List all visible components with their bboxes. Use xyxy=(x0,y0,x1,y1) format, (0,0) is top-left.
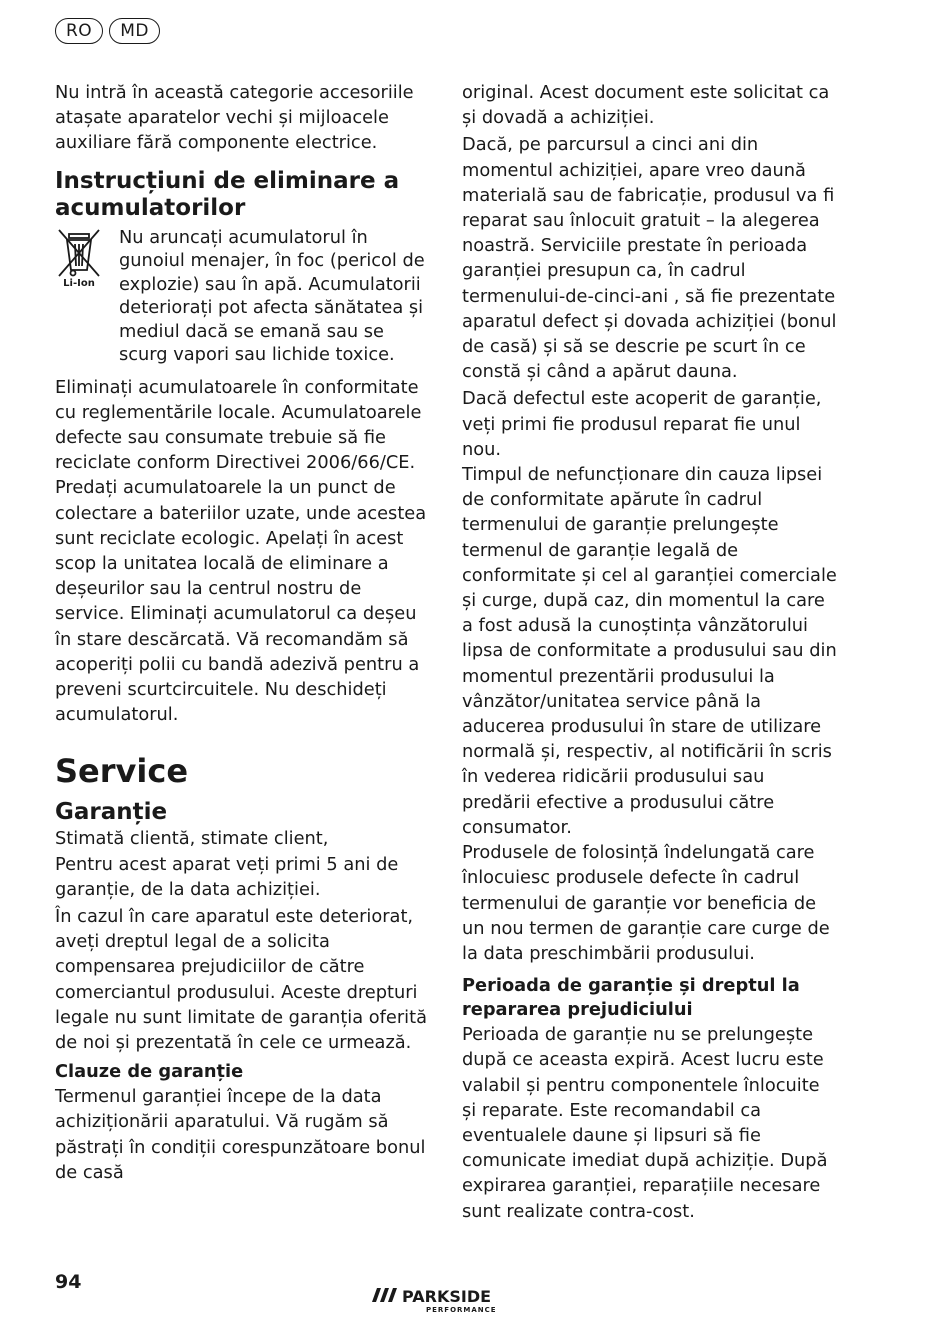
repair-heading-line2: repararea prejudiciului xyxy=(462,999,693,1021)
right-paragraph-5: Produsele de folosință îndelungată care înlocuiesc produsele defecte în cadrul termenului de garanție vor beneficia de un nou termen de garanție care curge de la data preschimbării produsului. xyxy=(462,842,830,964)
left-column xyxy=(55,80,430,1185)
brand-subtitle: PERFORMANCE xyxy=(426,1306,497,1314)
crossed-bin-icon xyxy=(55,226,107,367)
right-paragraph-1: original. Acest document este solicitat ca și dovadă a achiziției. xyxy=(462,82,830,129)
weee-notice xyxy=(55,226,430,367)
li-ion-label: Li-Ion xyxy=(63,277,95,288)
right-paragraph-3: Dacă defectul este acoperit de garanție, veți primi fie produsul reparat fie unul nou. xyxy=(462,388,822,460)
warranty-paragraph-2: În cazul în care aparatul este deteriorat, aveți dreptul legal de a solicita compensarea prejudiciilor de către comerciantul produsului. Aceste drepturi legale nu sunt limitate de garanția oferită de noi și prezentată în cele ce urmează. xyxy=(55,906,427,1054)
repair-heading-line1: Perioada de garanție și dreptul la xyxy=(462,975,800,997)
disposal-heading-line2: acumulatorilor xyxy=(55,194,246,221)
page-number: 94 xyxy=(55,1271,82,1293)
right-paragraph-6: Perioada de garanție nu se prelungește după ce aceasta expiră. Acest lucru este valabil și pentru componentele înlocuite și reparate. Este recomandabil ca eventualele daune și lipsuri să fie comunicate imediat după achiziție. După expirarea garanției, reparațiile necesare sunt realizate contra-cost. xyxy=(462,1024,828,1222)
right-paragraph-4: Timpul de nefuncționare din cauza lipsei de conformitate apărute în cadrul termenului de garanție prelungește termenul de garanție legală de conformitate și cel al garanției comerciale și curge, după caz, din momentul la care a fost adusă la cunoștința vânzătorului lipsa de conformitate a produsului sau din momentul prezentării produsului la vânzător/unitatea service până la aducerea produsului în stare de utilizare normală și, respectiv, al notificării în scris în vederea ridicării produsului sau predării efective a produsului către consumator. xyxy=(462,464,837,838)
language-badge-ro: RO xyxy=(55,18,103,44)
language-badges xyxy=(55,18,160,44)
disposal-body: Eliminați acumulatoarele în conformitate cu reglementările locale. Acumulatoarele defecte sau consumate trebuie să fie reciclate conform Directivei 2006/66/CE. Predați acumulatoarele la un punct de colectare a bateriilor uzate, unde acestea sunt reciclate ecologic. Apelați în acest scop la unitatea locală de eliminare a deșeurilor sau la centrul nostru de service. Eliminați acumulatorul ca deșeu în stare descărcată. Vă recomandăm să acoperiți polii cu bandă adezivă pentru a preveni scurtcircuitele. Nu deschideți acumulatorul. xyxy=(55,376,427,726)
clauses-heading: Clauze de garanție xyxy=(55,1061,244,1083)
disposal-heading-line1: Instrucțiuni de eliminare a xyxy=(55,167,400,194)
repair-heading xyxy=(462,974,837,1022)
disposal-heading xyxy=(55,168,430,222)
warranty-heading: Garanție xyxy=(55,799,168,826)
parkside-logo xyxy=(370,1282,520,1316)
right-paragraph-2: Dacă, pe parcursul a cinci ani din momentul achiziției, apare vreo daună materială sau de fabricație, produsul va fi reparat sau înlocuit gratuit – la alegerea noastră. Serviciile prestate în perioada garanției presupun ca, în cadrul termenului-de-cinci-ani , să fie prezentate aparatul defect și dovada achiziției (bonul de casă) și să se descrie pe scurt în ce constă și când a apărut dauna. xyxy=(462,134,837,383)
greeting: Stimată clientă, stimate client, xyxy=(55,828,329,850)
weee-text-block xyxy=(119,226,430,367)
intro-paragraph: Nu intră în această categorie accesoriile atașate aparatelor vechi și mijloacele auxiliare fără componente electrice. xyxy=(55,82,414,154)
clauses-paragraph-1: Termenul garanției începe de la data achiziționării aparatului. Vă rugăm să păstrați în condiții corespunzătoare bonul de casă xyxy=(55,1086,426,1183)
service-title: Service xyxy=(55,752,189,791)
language-badge-md: MD xyxy=(109,18,160,44)
brand-name: PARKSIDE xyxy=(402,1287,492,1306)
warranty-paragraph-1: Pentru acest aparat veți primi 5 ani de garanție, de la data achiziției. xyxy=(55,853,399,900)
weee-paragraph: Nu aruncați acumulatorul în gunoiul menajer, în foc (pericol de explozie) sau în apă. Acumulatorii deteriorați pot afecta sănătatea și mediul dacă se emană sau se scurg vapori sau lichide toxice. xyxy=(119,226,425,366)
right-column xyxy=(462,80,837,1224)
